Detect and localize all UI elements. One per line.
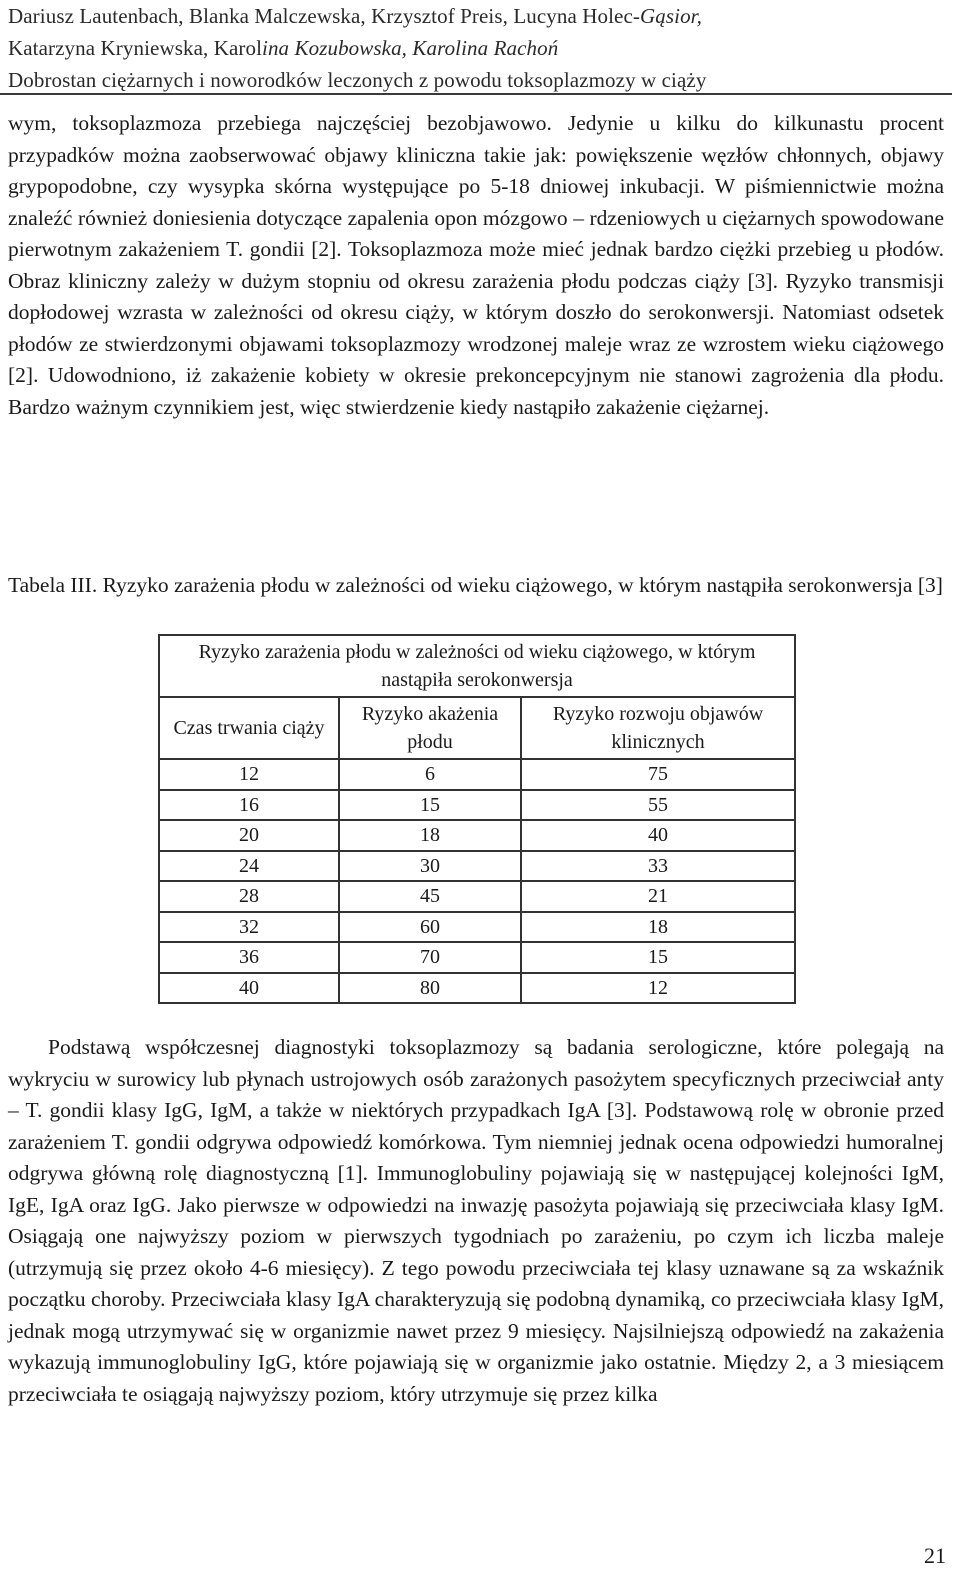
cell-symptom-risk: 12 [521, 973, 795, 1004]
table-title: Ryzyko zarażenia płodu w zależności od wieku ciążowego, w którym nastąpiła serokonwersja [159, 635, 795, 697]
table-row [159, 973, 795, 1004]
cell-symptom-risk: 15 [521, 942, 795, 973]
cell-symptom-risk: 75 [521, 759, 795, 790]
cell-symptom-risk: 33 [521, 851, 795, 882]
cell-gestation: 24 [159, 851, 339, 882]
header-authors-1-italic: Gąsior, [640, 4, 702, 28]
header-article-title: Dobrostan ciężarnych i noworodków leczonych z powodu toksoplazmozy w ciąży [8, 68, 707, 92]
cell-infection-risk: 15 [339, 790, 521, 821]
cell-symptom-risk: 55 [521, 790, 795, 821]
cell-infection-risk: 60 [339, 912, 521, 943]
header-authors-line-2 [8, 32, 952, 64]
header-symptom-risk: Ryzyko rozwoju objawów klinicznych [521, 697, 795, 759]
page-number: 21 [924, 1543, 946, 1568]
running-header [8, 0, 952, 96]
cell-symptom-risk: 40 [521, 820, 795, 851]
table-row [159, 942, 795, 973]
cell-symptom-risk: 18 [521, 912, 795, 943]
cell-infection-risk: 45 [339, 881, 521, 912]
cell-gestation: 36 [159, 942, 339, 973]
risk-table [158, 634, 796, 1004]
cell-symptom-risk: 21 [521, 881, 795, 912]
table-row [159, 881, 795, 912]
table-header-row [159, 697, 795, 759]
table-row [159, 759, 795, 790]
table-title-row [159, 635, 795, 697]
cell-gestation: 28 [159, 881, 339, 912]
table-row [159, 912, 795, 943]
cell-gestation: 16 [159, 790, 339, 821]
header-gestation: Czas trwania ciąży [159, 697, 339, 759]
table-row [159, 820, 795, 851]
cell-gestation: 20 [159, 820, 339, 851]
cell-infection-risk: 30 [339, 851, 521, 882]
cell-gestation: 32 [159, 912, 339, 943]
header-infection-risk: Ryzyko akażenia płodu [339, 697, 521, 759]
table-row [159, 851, 795, 882]
cell-infection-risk: 18 [339, 820, 521, 851]
header-authors-2: Katarzyna Kryniewska, Karol [8, 36, 263, 60]
header-authors-line-1 [8, 0, 952, 32]
header-authors-2-italic: ina Kozubowska, Karolina Rachoń [262, 36, 559, 60]
cell-gestation: 40 [159, 973, 339, 1004]
cell-infection-risk: 70 [339, 942, 521, 973]
cell-infection-risk: 80 [339, 973, 521, 1004]
body-paragraph-1: wym, toksoplazmoza przebiega najczęściej bezobjawowo. Jedynie u kilku do kilkunastu procent przypadków można zaobserwować objawy kliniczna takie jak: powiększenie węzłów chłonnych, objawy grypopodobne, czy wysypka skórna występujące po 5-18 dniowej inkubacji. W piśmiennictwie można znaleźć również doniesienia dotyczące zapalenia opon mózgowo – rdzeniowych u ciężarnych spowodowane pierwotnym zakażeniem T. gondii [2]. Toksoplazmoza może mieć jednak bardzo ciężki przebieg u płodów. Obraz kliniczny zależy w dużym stopniu od okresu zarażenia płodu podczas ciąży [3]. Ryzyko transmisji dopłodowej wzrasta w zależności od okresu ciąży, w którym doszło do serokonwersji. Natomiast odsetek płodów ze stwierdzonymi objawami toksoplazmozy wrodzonej maleje wraz ze wzrostem wieku ciążowego [2]. Udowodniono, iż zakażenie kobiety w okresie prekoncepcyjnym nie stanowi zagrożenia dla płodu. Bardzo ważnym czynnikiem jest, więc stwierdzenie kiedy nastąpiło zakażenie ciężarnej. [8, 111, 944, 419]
body-paragraph-2: Podstawą współczesnej diagnostyki toksoplazmozy są badania serologiczne, które polegają na wykryciu w surowicy lub płynach ustrojowych osób zarażonych pasożytem specyficznych przeciwciał anty – T. gondii klasy IgG, IgM, a także w niektórych przypadkach IgA [3]. Podstawową rolę w obronie przed zarażeniem T. gondii odgrywa odpowiedź komórkowa. Tym niemniej jednak ocena odpowiedzi humoralnej odgrywa główną rolę diagnostyczną [1]. Immunoglobuliny pojawiają się w następującej kolejności IgM, IgE, IgA oraz IgG. Jako pierwsze w odpowiedzi na inwazję pasożyta pojawiają się przeciwciała klasy IgM. Osiągają one najwyższy poziom w pierwszych tygodniach po zarażeniu, po czym ich liczba maleje (utrzymują się przez około 4-6 miesięcy). Z tego powodu przeciwciała tej klasy uznawane są za wskaźnik początku choroby. Przeciwciała klasy IgA charakteryzują się podobną dynamiką, co przeciwciała klasy IgM, jednak mogą utrzymywać się w organizmie nawet przez 9 miesięcy. Najsilniejszą odpowiedź na zakażenia wykazują immunoglobuliny IgG, które pojawiają się w organizmie jako ostatnie. Między 2, a 3 miesiącem przeciwciała te osiągają najwyższy poziom, który utrzymuje się przez kilka [8, 1035, 944, 1406]
cell-gestation: 12 [159, 759, 339, 790]
header-authors-1: Dariusz Lautenbach, Blanka Malczewska, Krzysztof Preis, Lucyna Holec- [8, 4, 640, 28]
table-row [159, 790, 795, 821]
table-caption: Tabela III. Ryzyko zarażenia płodu w zależności od wieku ciążowego, w którym nastąpiła serokonwersja [3] [8, 573, 943, 597]
header-divider [0, 93, 952, 95]
cell-infection-risk: 6 [339, 759, 521, 790]
